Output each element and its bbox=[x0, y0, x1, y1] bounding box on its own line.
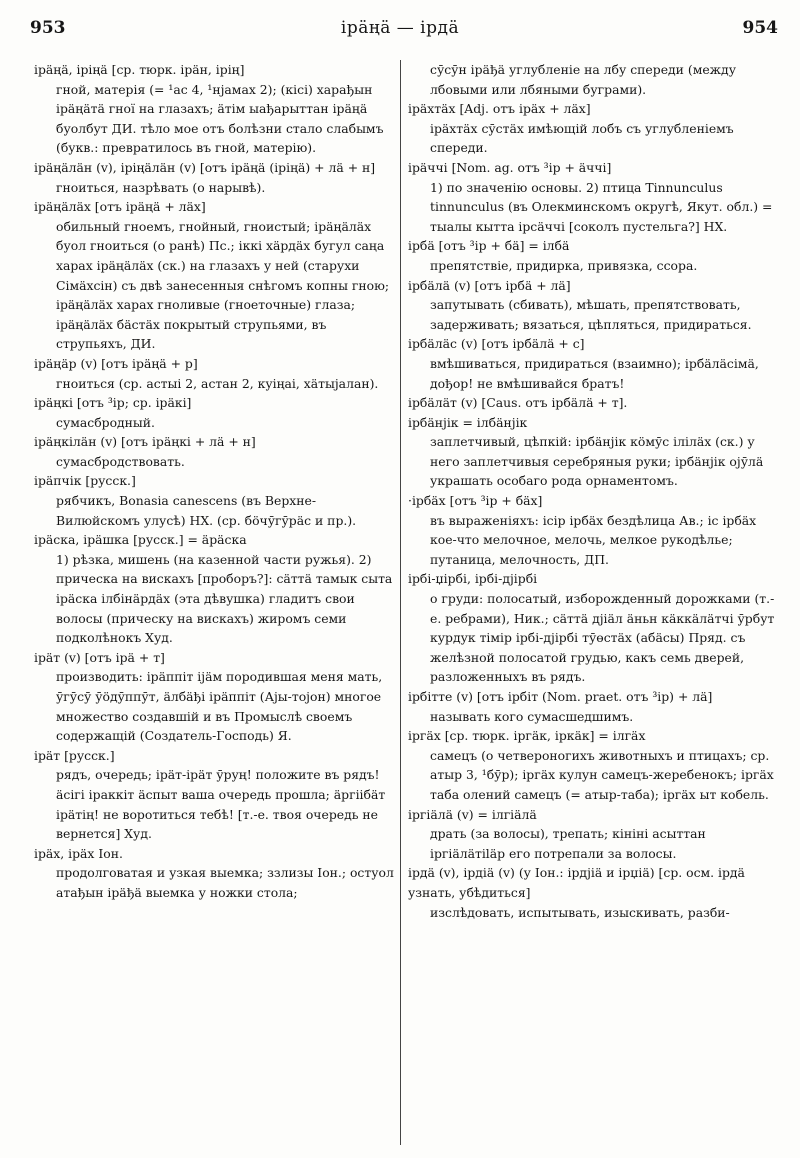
dictionary-entry bbox=[408, 334, 782, 393]
entry-headword: ірäх, ірäх Іон. bbox=[34, 845, 123, 861]
entry-definition: препятствіе, придирка, привязка, ссора. bbox=[430, 257, 698, 273]
entry-headword: ірбä [отъ ³ір + бä] = ілбä bbox=[408, 238, 570, 254]
entry-definition: гной, матерія (= ¹ас 4, ¹нјамах 2); (кісі) харађын ірäңäтä гної на глазахъ; äтім ыађарыттан ірäңä буолбут ДИ. тѣло мое отъ болѣзни стало слабымъ (букв.: превратилось въ гной, матерію). bbox=[56, 81, 384, 156]
entry-headword: ірäхтäх [Adj. отъ ірäх + лäх] bbox=[408, 101, 591, 117]
dictionary-entry bbox=[408, 805, 782, 864]
entry-definition: гноиться (ср. астыі 2, астан 2, куіңаі, хäтыјалан). bbox=[56, 375, 379, 391]
entry-definition: рядъ, очередь; ірäт-ірäт ӯруң! положите въ рядъ! äсігі іраккіт äспыт ваша очередь прошла; äргіібäт ірäтің! не воротиться тебѣ! [т.-е. твоя очередь не вернется] Худ. bbox=[56, 767, 386, 842]
dictionary-entry bbox=[408, 99, 782, 158]
entry-definition: производить: ірäппіт іјäм породившая меня мать, ӯгӯсӯ ӯöдӯппӯт, äлбäђі ірäппіт (Ајы-тојон) многое множество создавшій и въ Промыслѣ своемъ содержащій (Создатель-Господь) Я. bbox=[56, 669, 383, 744]
entry-headword: ірбäлäт (v) [Caus. отъ ірбäлä + т]. bbox=[408, 395, 628, 411]
dictionary-entry bbox=[408, 393, 782, 413]
entry-definition: въ выраженіяхъ: ісір ірбäх бездѣлица Ав.; іс ірбäх кое-что мелочное, мелочь, мелкое рукодѣлье; путаница, мелочность, ДП. bbox=[430, 512, 757, 567]
dictionary-entry bbox=[408, 491, 782, 569]
dictionary-entry bbox=[34, 746, 394, 844]
dictionary-entry bbox=[34, 354, 394, 393]
entry-headword: ірäңäлäн (v), іріңäлäн (v) [отъ ірäңä (іріңä) + лä + н] bbox=[34, 159, 376, 175]
entry-definition: сумасбродный. bbox=[56, 414, 155, 430]
entry-definition: 1) по значенію основы. 2) птица Tinnunculus tinnunculus (въ Олекминскомъ округѣ, Якут. обл.) = тыалы кытта ірсäччі [соколъ пустельга?] НХ. bbox=[430, 179, 773, 234]
page-number-left: 953 bbox=[30, 18, 66, 38]
entry-headword: ірäңä, іріңä [ср. тюрк. ірäн, ірің] bbox=[34, 62, 245, 77]
column-divider bbox=[400, 60, 401, 1145]
entry-headword: ірбäлäс (v) [отъ ірбäлä + с] bbox=[408, 336, 585, 352]
dictionary-entry bbox=[408, 863, 782, 922]
dictionary-entry bbox=[34, 530, 394, 648]
right-column bbox=[408, 60, 782, 1150]
page-number-right: 954 bbox=[742, 18, 778, 38]
entry-definition: изслѣдовать, испытывать, изыскивать, разби- bbox=[430, 904, 730, 920]
dictionary-entry bbox=[408, 726, 782, 804]
entry-definition: обильный гноемъ, гнойный, гноистый; ірäңäлäх буол гноиться (о ранѣ) Пс.; іккі хäрдäх бугул саңа харах ірäңäлäх (ск.) на глазахъ у ней (старухи Сімäхсін) съ двѣ занесенныя снѣгомъ копны гною; ірäңäлäх харах гноливые (гноеточные) глаза; ірäңäлäх бäстäх покрытый струпьями, въ струпьяхъ, ДИ. bbox=[56, 218, 390, 352]
entry-definition: гноиться, назрѣвать (о нарывѣ). bbox=[56, 179, 266, 195]
left-column bbox=[34, 60, 394, 1150]
dictionary-entry bbox=[408, 158, 782, 236]
entry-headword: ірäччі [Nom. ag. отъ ³ір + äччі] bbox=[408, 159, 612, 175]
entry-headword: ірбі-џірбі, ірбі-дјірбі bbox=[408, 571, 538, 587]
entry-headword: ·ірбäх [отъ ³ір + бäх] bbox=[408, 493, 543, 509]
dictionary-entry bbox=[408, 687, 782, 726]
entry-headword: іргäх [ср. тюрк. іргäк, іркäк] = ілгäх bbox=[408, 728, 646, 744]
dictionary-entry bbox=[34, 471, 394, 530]
running-title: ірäңä — ірдä bbox=[340, 18, 460, 38]
entry-headword: ірäпчік [русск.] bbox=[34, 473, 136, 489]
entry-headword: ірбäлä (v) [отъ ірбä + лä] bbox=[408, 277, 571, 293]
entry-definition: называть кого сумасшедшимъ. bbox=[430, 708, 634, 724]
entry-headword: ірбітте (v) [отъ ірбіт (Nom. praet. отъ ³ір) + лä] bbox=[408, 689, 713, 704]
entry-headword: ірäңкілäн (v) [отъ ірäңкі + лä + н] bbox=[34, 434, 256, 450]
entry-definition: заплетчивый, цѣпкій: ірбäнјік кöмӯс ілілäх (ск.) у него заплетчивыя серебряныя руки; ірбäнјік ојӯлä украшать особаго рода орнаментомъ. bbox=[430, 434, 764, 489]
dictionary-entry bbox=[34, 844, 394, 903]
entry-headword: ірдä (v), ірдіä (v) (у Іон.: ірдјіä и ірџіä) [ср. осм. ірдä узнать, убѣдиться] bbox=[408, 865, 745, 900]
dictionary-entry bbox=[408, 413, 782, 491]
page-header bbox=[0, 0, 800, 50]
dictionary-entry bbox=[408, 276, 782, 335]
dictionary-entry bbox=[34, 432, 394, 471]
entry-definition: вмѣшиваться, придираться (взаимно); ірбäлäсімä, дођор! не вмѣшивайся братъ! bbox=[430, 355, 759, 391]
entry-headword: ірäңкі [отъ ³ір; ср. ірäкі] bbox=[34, 395, 192, 411]
entry-definition: о груди: полосатый, изборожденный дорожками (т.-е. ребрами), Ник.; сäттä дјіäл äньн кäккäлäтчі ӯрбут курдук тімір ірбі-дјірбі тӯөстäх (абäсы) Пряд. съ желѣзной полосатой грудью, какъ семь дверей, разложенныхъ въ рядъ. bbox=[430, 591, 775, 685]
entry-definition: рябчикъ, Bonasia canescens (въ Верхне-Вилюйскомъ улусѣ) НХ. (ср. бöчӯгӯрäс и пр.). bbox=[56, 493, 357, 528]
dictionary-entry bbox=[408, 60, 782, 99]
dictionary-entry bbox=[34, 158, 394, 197]
dictionary-entry bbox=[408, 236, 782, 275]
entry-definition: сумасбродствовать. bbox=[56, 453, 185, 469]
entry-definition: самецъ (о четвероногихъ животныхъ и птицахъ; ср. атыр 3, ¹бӯр); іргäх кулун самецъ-жеребенокъ; іргäх таба олений самецъ (= атыр-таба); іргäх ыт кобель. bbox=[430, 747, 774, 802]
entry-headword: ірäңäлäх [отъ ірäңä + лäх] bbox=[34, 199, 206, 215]
dictionary-entry bbox=[34, 60, 394, 158]
entry-definition: продолговатая и узкая выемка; ззлизы Іон.; остуол атађын ірäђä выемка у ножки стола; bbox=[56, 865, 394, 900]
dictionary-entry bbox=[408, 569, 782, 687]
dictionary-entry bbox=[34, 393, 394, 432]
entry-definition: запутывать (сбивать), мѣшать, препятствовать, задерживать; вязаться, цѣпляться, придираться. bbox=[430, 297, 752, 332]
dictionary-entry bbox=[34, 648, 394, 746]
entry-definition: сӯсӯн ірäђä углубленіе на лбу спереди (между лбовыми или лбяными буграми). bbox=[430, 62, 736, 97]
entry-headword: ірäска, ірäшка [русск.] = äрäска bbox=[34, 532, 247, 548]
entry-definition: 1) рѣзка, мишень (на казенной части ружья). 2) прическа на вискахъ [проборъ?]: сäттä тамык сыта ірäска ілбінäрдäх (эта дѣвушка) гладитъ свои волосы (прическу на вискахъ) жиромъ семи подколѣнокъ Худ. bbox=[56, 551, 393, 646]
entry-headword: ірäңäр (v) [отъ ірäңä + р] bbox=[34, 355, 198, 371]
dictionary-entry bbox=[34, 197, 394, 354]
entry-headword: ірäт [русск.] bbox=[34, 747, 115, 763]
entry-definition: ірäхтäх сӯстäх имѣющій лобъ съ углубленіемъ спереди. bbox=[430, 120, 734, 156]
entry-definition: драть (за волосы), трепать; кініні асыттан іргіäлäтіläр его потрепали за волосы. bbox=[430, 826, 706, 861]
entry-headword: ірбäнјік = ілбäнјік bbox=[408, 414, 528, 430]
entry-headword: іргіäлä (v) = ілгіäлä bbox=[408, 806, 537, 822]
entry-headword: ірäт (v) [отъ ірä + т] bbox=[34, 649, 165, 665]
